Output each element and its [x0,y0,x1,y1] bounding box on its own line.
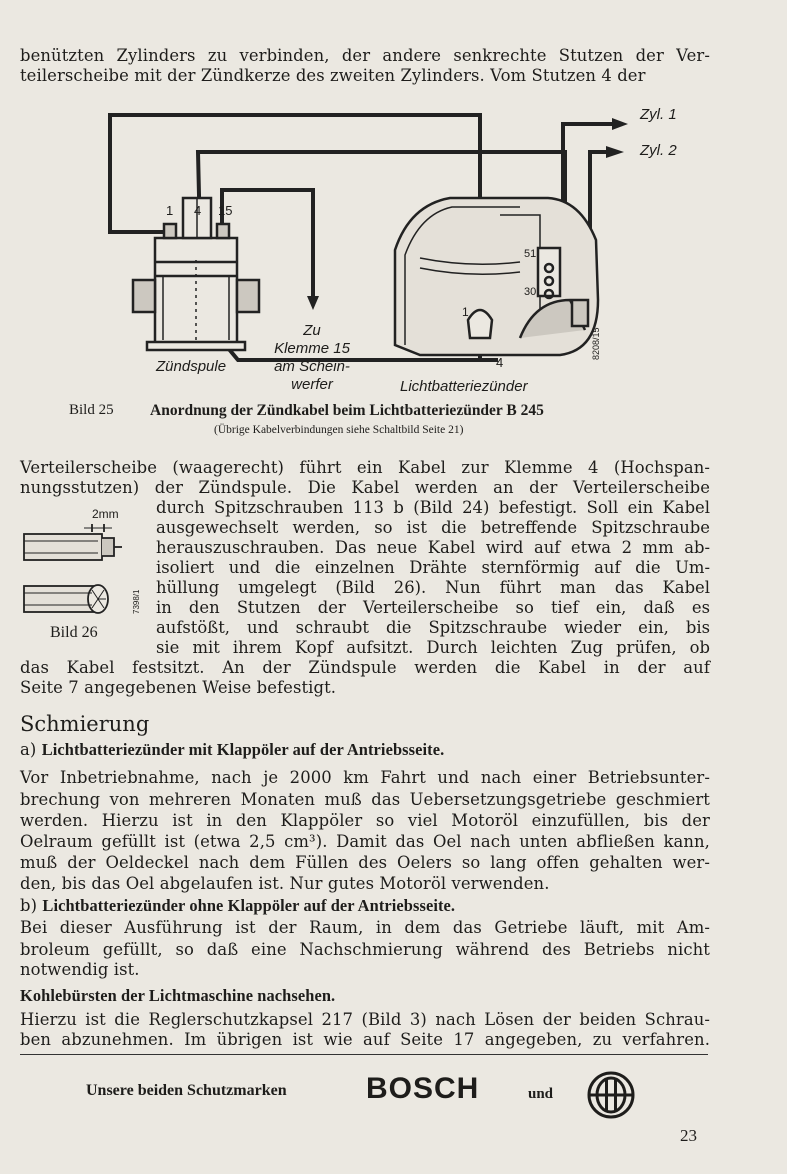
body-text-line: in den Stutzen der Verteilerscheibe so tief ein, daß es [156,598,710,617]
subsection-b-heading [20,896,710,915]
body-text-line: hüllung umgelegt (Bild 26). Nun führt man das Kabel [156,578,710,597]
bosch-armature-logo-icon [586,1070,636,1120]
zyl1-label: Zyl. 1 [640,106,677,123]
zyl2-label: Zyl. 2 [640,142,677,159]
body-text-line: Seite 7 angegebenen Weise befestigt. [20,678,337,697]
body-text-line: benützten Zylinders zu verbinden, der andere senkrechte Stutzen der Ver- [20,46,710,65]
body-text-line: brechung von mehreren Monaten muß das Uebersetzungsgetriebe geschmiert [20,790,710,809]
figure-25-number: Bild 25 [69,402,114,418]
body-text-line: Oelraum gefüllt ist (etwa 2,5 cm³). Damit das Oel nach unten abfließen kann, [20,832,710,851]
werfer-label: werfer [291,376,333,393]
section-heading: Schmierung [20,712,150,736]
terminal-30-label: 30 [524,286,537,298]
zu-label: Zu [303,322,321,339]
terminal-51-label: 51 [524,248,537,260]
klemme-label: Klemme 15 [274,340,350,357]
body-text-line: ausgewechselt werden, so ist die betreffende Spitzschraube [156,518,710,537]
body-text-line: sie mit ihrem Kopf aufsitzt. Durch leichten Zug prüfen, ob [156,638,710,657]
body-text-line: aufstößt, und schraubt die Spitzschraube wieder ein, bis [156,618,710,637]
subsection-a-prefix: a) [20,740,37,759]
footer-prefix: Unsere beiden Schutzmarken [86,1082,287,1099]
magneto-terminal-1-label: 1 [462,305,469,319]
body-text-line: herauszuschrauben. Das neue Kabel wird auf etwa 2 mm ab- [156,538,710,557]
figure-26-caption: Bild 26 [50,624,98,641]
body-text-line: broleum gefüllt, so daß eine Nachschmierung während des Betriebs nicht [20,940,710,959]
body-text-line: isoliert und die einzelnen Drähte sternförmig auf die Um- [156,558,710,577]
lichtbatteriezuender-label: Lichtbatteriezünder [400,378,528,395]
scheinwerfer-label: am Schein- [274,358,350,375]
body-text-line: Vor Inbetriebnahme, nach je 2000 km Fahrt und nach einer Betriebsunter- [20,768,710,787]
subsection-b-prefix: b) [20,896,38,915]
terminal-1-label: 1 [166,203,174,218]
figure-25-subcaption: (Übrige Kabelverbindungen siehe Schaltbild Seite 21) [214,424,464,436]
terminal-4-label: 4 [194,203,202,218]
figure-26-code: 7398/1 [132,589,141,614]
body-text-line: Bei dieser Ausführung ist der Raum, in dem das Getriebe läuft, mit Am- [20,918,710,937]
subsection-a-heading [20,740,710,759]
figure-code: 8208/15 [591,327,601,360]
body-text-line: das Kabel festsitzt. An der Zündspule werden die Kabel in der auf [20,658,710,677]
bosch-wordmark: BOSCH [366,1072,480,1105]
figure-25-title: Anordnung der Zündkabel beim Lichtbatteriezünder B 245 [150,402,544,419]
body-text-line: ben abzunehmen. Im übrigen ist wie auf Seite 17 angegeben, zu verfahren. [20,1030,710,1049]
body-text-line: nungsstutzen) der Zündspule. Die Kabel werden an der Verteilerscheibe [20,478,710,497]
body-text-line: Hierzu ist die Reglerschutzkapsel 217 (Bild 3) nach Lösen der beiden Schrau- [20,1010,710,1029]
footer-rule [20,1054,708,1055]
body-text-line: muß der Oeldeckel nach dem Füllen des Oelers so lang offen gehalten wer- [20,853,710,872]
body-text-line: durch Spitzschrauben 113 b (Bild 24) befestigt. Soll ein Kabel [156,498,710,517]
zuendspule-label: Zündspule [156,358,227,375]
magneto-terminal-4-label: 4 [496,355,504,370]
body-text-line: teilerscheibe mit der Zündkerze des zweiten Zylinders. Vom Stutzen 4 der [20,66,646,85]
body-text-line: den, bis das Oel abgelaufen ist. Nur gutes Motoröl verwenden. [20,874,550,893]
subsection-b-title: Lichtbatteriezünder ohne Klappöler auf der Antriebsseite. [42,896,456,915]
body-text-line: werden. Hierzu ist in den Klappöler so viel Motoröl einzufüllen, bis der [20,811,710,830]
subsection-a-title: Lichtbatteriezünder mit Klappöler auf der Antriebsseite. [41,740,445,759]
body-text-line: Verteilerscheibe (waagerecht) führt ein Kabel zur Klemme 4 (Hochspan- [20,458,710,477]
dimension-label: 2mm [92,507,119,521]
subsection-c-heading: Kohlebürsten der Lichtmaschine nachsehen. [20,986,336,1005]
terminal-15-label: 15 [218,203,233,218]
page-number: 23 [680,1126,697,1145]
body-text-line: notwendig ist. [20,960,140,979]
footer-suffix: und [528,1086,554,1102]
